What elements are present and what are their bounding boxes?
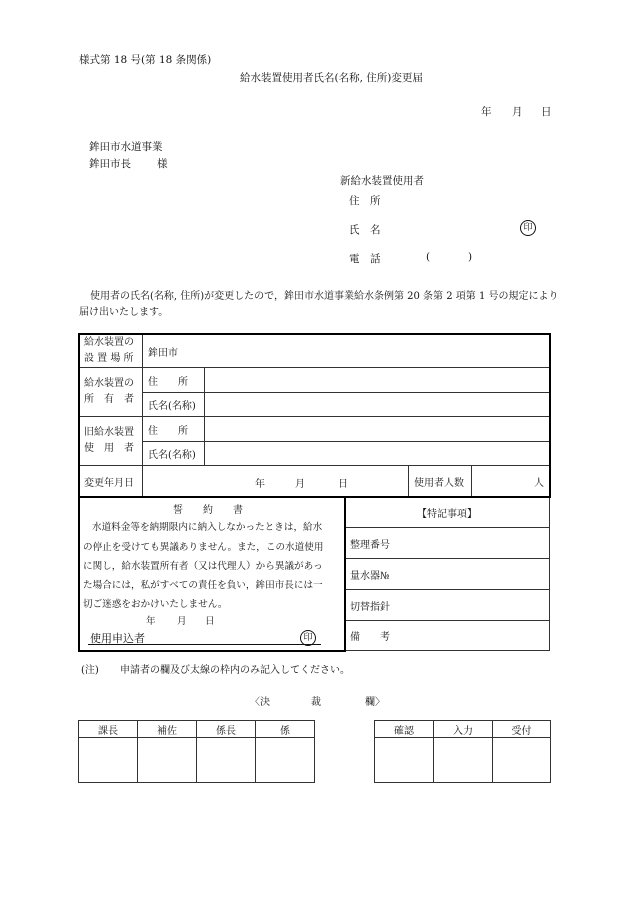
change-month: 月 bbox=[295, 479, 305, 490]
decision-right-box-3[interactable] bbox=[492, 737, 551, 783]
decision-right-box-1[interactable] bbox=[374, 737, 434, 783]
owner-label-1: 給水装置の bbox=[84, 378, 134, 389]
old-user-name-field[interactable] bbox=[204, 441, 550, 466]
owner-name-field[interactable] bbox=[204, 392, 550, 417]
owner-label bbox=[78, 367, 143, 417]
old-user-label-2: 使 用 者 bbox=[84, 443, 134, 454]
pledge-line-3: に関し，給水装置所有者（又は代理人）から異議があっ bbox=[83, 561, 323, 572]
pledge-line-1: 水道料金等を納期限内に納入しなかったときは，給水 bbox=[92, 522, 323, 533]
date-day: 日 bbox=[541, 106, 552, 118]
phone-paren-open: ( bbox=[426, 251, 431, 263]
owner-label-2: 所 有 者 bbox=[84, 394, 134, 405]
decision-heading-2: 裁 bbox=[311, 697, 321, 708]
date-year: 年 bbox=[481, 106, 492, 118]
owner-name-label: 氏名(名称) bbox=[142, 392, 205, 417]
user-count-unit: 人 bbox=[534, 477, 544, 489]
pledge-signature-line bbox=[88, 644, 321, 645]
decision-left-box-2[interactable] bbox=[137, 737, 197, 783]
date-month: 月 bbox=[512, 106, 523, 118]
special-row-4[interactable]: 備 考 bbox=[344, 620, 550, 651]
applicant-heading: 新給水装置使用者 bbox=[340, 175, 424, 187]
applicant-address-label[interactable]: 住 所 bbox=[349, 195, 381, 207]
decision-left-col-3: 係長 bbox=[196, 720, 256, 738]
decision-left-box-1[interactable] bbox=[78, 737, 138, 783]
addressee-org: 鉾田市水道事業 bbox=[89, 141, 163, 153]
applicant-seal-icon: 印 bbox=[520, 220, 536, 236]
decision-left-col-2: 補佐 bbox=[137, 720, 197, 738]
special-row-2[interactable]: 量水器№ bbox=[344, 558, 550, 590]
pledge-line-4: た場合には，私がすべての責任を負い，鉾田市長には一 bbox=[83, 580, 323, 591]
user-count-label: 使用者人数 bbox=[408, 465, 472, 497]
applicant-phone-label[interactable]: 電 話 bbox=[349, 253, 381, 265]
owner-address-field[interactable] bbox=[204, 367, 550, 393]
install-location-label-1: 給水装置の bbox=[84, 337, 134, 348]
decision-right-col-2: 入力 bbox=[433, 720, 493, 738]
decision-left-col-4: 係 bbox=[255, 720, 315, 738]
body-text-line1: 使用者の氏名(名称, 住所)が変更したので，鉾田市水道事業給水条例第 20 条第 2 項第 1 号の規定により bbox=[90, 291, 559, 302]
special-heading: 【特記事項】 bbox=[344, 496, 550, 528]
owner-address-label: 住 所 bbox=[142, 367, 205, 393]
form-title: 給水装置使用者氏名(名称, 住所)変更届 bbox=[240, 72, 423, 84]
pledge-date-year: 年 bbox=[146, 616, 156, 627]
install-location-value[interactable]: 鉾田市 bbox=[142, 334, 550, 368]
addressee-honorific: 様 bbox=[157, 158, 168, 170]
decision-right-col-1: 確認 bbox=[374, 720, 434, 738]
pledge-date-day: 日 bbox=[205, 616, 215, 627]
pledge-date-month: 月 bbox=[177, 616, 187, 627]
old-user-label-1: 旧給水装置 bbox=[84, 427, 134, 438]
phone-paren-close: ) bbox=[468, 251, 473, 263]
addressee-mayor: 鉾田市長 bbox=[89, 158, 131, 170]
decision-heading-1: 〈決 bbox=[250, 697, 270, 708]
pledge-seal-icon: 印 bbox=[300, 630, 316, 646]
decision-heading-3: 欄〉 bbox=[365, 697, 385, 708]
decision-left-col-1: 課長 bbox=[78, 720, 138, 738]
special-row-1[interactable]: 整理番号 bbox=[344, 527, 550, 559]
old-user-label bbox=[78, 416, 143, 466]
change-day: 日 bbox=[338, 479, 348, 490]
decision-left-box-4[interactable] bbox=[255, 737, 315, 783]
old-user-address-field[interactable] bbox=[204, 416, 550, 442]
pledge-signer-label[interactable]: 使用申込者 bbox=[90, 632, 145, 645]
applicant-name-label[interactable]: 氏 名 bbox=[349, 224, 381, 236]
change-date-label: 変更年月日 bbox=[78, 465, 143, 497]
body-text-line2: 届け出いたします。 bbox=[79, 307, 169, 318]
change-date-field[interactable] bbox=[142, 465, 409, 497]
install-location-label-2: 設 置 場 所 bbox=[84, 353, 134, 364]
note-text: 申請者の欄及び太線の枠内のみ記入してください。 bbox=[120, 665, 350, 676]
note-prefix: (注) bbox=[81, 665, 99, 676]
special-row-3[interactable]: 切替指針 bbox=[344, 589, 550, 621]
pledge-line-2: の停止を受けても異議ありません。また，この水道使用 bbox=[83, 542, 324, 553]
pledge-line-5: 切ご迷惑をおかけいたしません。 bbox=[83, 599, 228, 610]
user-count-field[interactable] bbox=[471, 465, 550, 497]
install-location-label bbox=[78, 334, 143, 368]
decision-left-box-3[interactable] bbox=[196, 737, 256, 783]
old-user-name-label: 氏名(名称) bbox=[142, 441, 205, 466]
decision-right-col-3: 受付 bbox=[492, 720, 551, 738]
old-user-address-label: 住 所 bbox=[142, 416, 205, 442]
pledge-title: 誓 約 書 bbox=[173, 505, 243, 516]
decision-right-box-2[interactable] bbox=[433, 737, 493, 783]
form-number: 様式第 18 号(第 18 条関係) bbox=[79, 54, 212, 66]
change-year: 年 bbox=[255, 479, 265, 490]
